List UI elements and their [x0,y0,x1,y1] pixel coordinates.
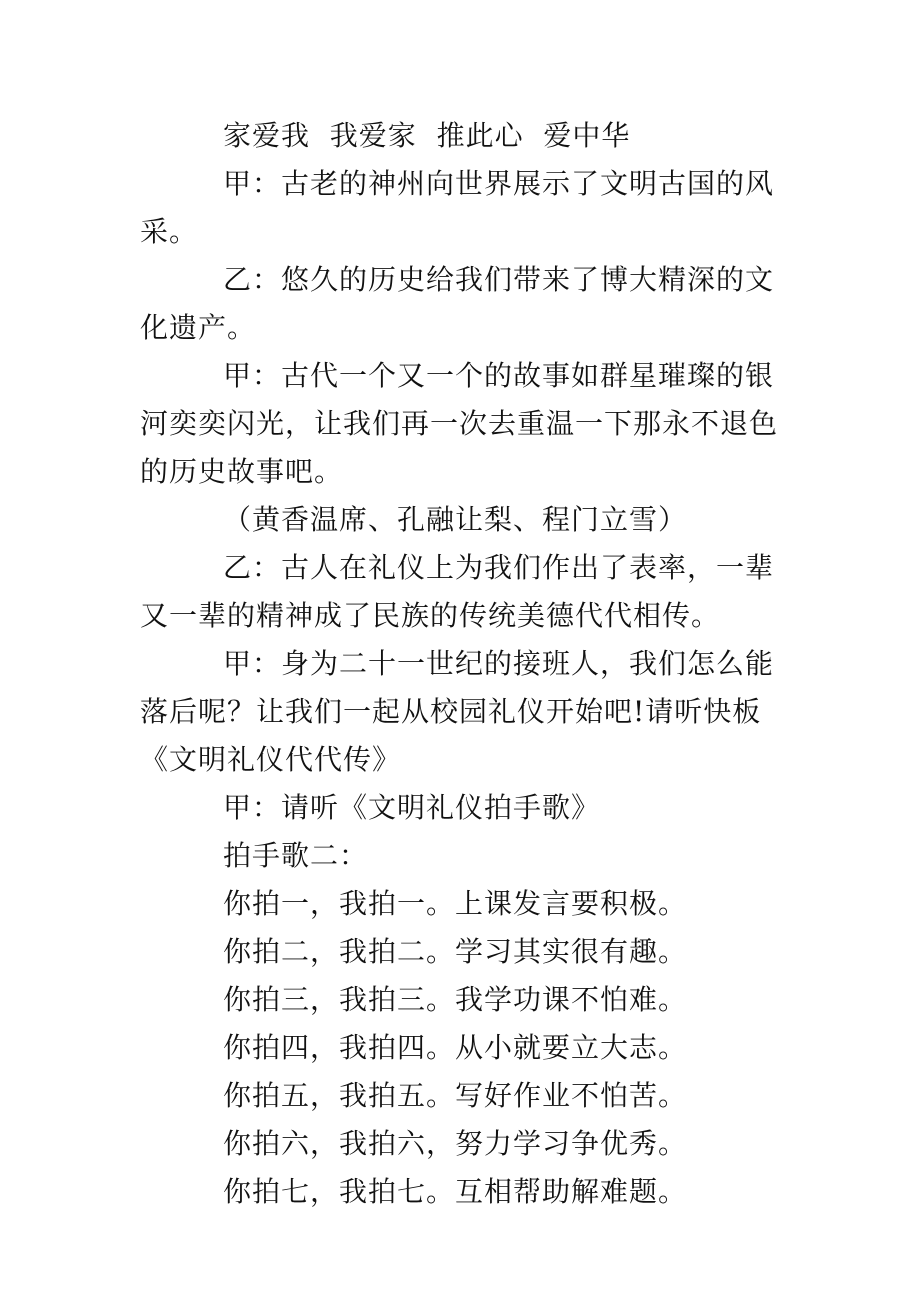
paragraph-jia-1: 甲：古老的神州向世界展示了文明古国的风采。 [140,167,775,248]
song-line-4: 你拍四，我拍四。从小就要立大志。 [223,1031,688,1064]
song-title: 拍手歌二： [223,839,369,872]
song-line-6: 你拍六，我拍六，努力学习争优秀。 [223,1127,688,1160]
paragraph-jia-3: 甲：身为二十一世纪的接班人，我们怎么能落后呢？让我们一起从校园礼仪开始吧!请听快板《文明礼仪代代传》 [140,647,775,776]
document-body [140,112,790,1216]
song-line-1: 你拍一，我拍一。上课发言要积极。 [223,887,688,920]
paragraph-jia-4: 甲：请听《文明礼仪拍手歌》 [223,791,601,824]
paragraph-yi-2: 乙：古人在礼仪上为我们作出了表率，一辈又一辈的精神成了民族的传统美德代代相传。 [140,551,775,632]
song-line-5: 你拍五，我拍五。写好作业不怕苦。 [223,1079,688,1112]
heading-line: 家爱我 我爱家 推此心 爱中华 [223,119,631,152]
paragraph-jia-2: 甲：古代一个又一个的故事如群星璀璨的银河奕奕闪光，让我们再一次去重温一下那永不退色的历史故事吧。 [140,359,779,488]
song-line-7: 你拍七，我拍七。互相帮助解难题。 [223,1175,688,1208]
song-line-3: 你拍三，我拍三。我学功课不怕难。 [223,983,688,1016]
paragraph-yi-1: 乙：悠久的历史给我们带来了博大精深的文化遗产。 [140,263,775,344]
song-line-2: 你拍二，我拍二。学习其实很有趣。 [223,935,688,968]
paragraph-stories: （黄香温席、孔融让梨、程门立雪） [223,503,688,536]
